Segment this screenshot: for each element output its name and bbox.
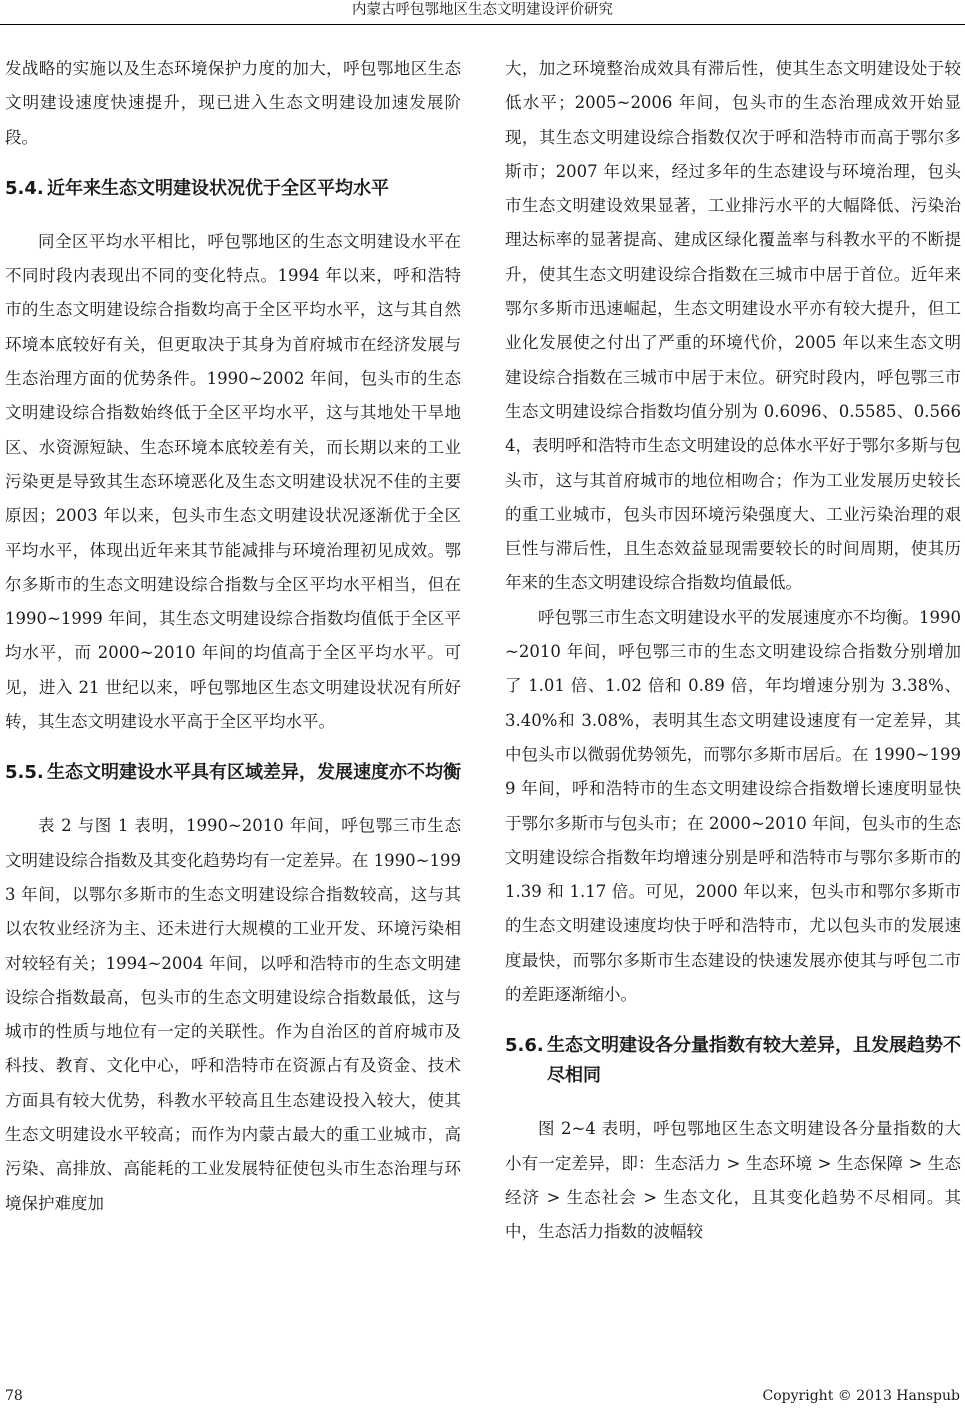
section-title: 生态文明建设各分量指数有较大差异，且发展趋势不尽相同 xyxy=(547,1035,961,1087)
paragraph-continued: 发战略的实施以及生态环境保护力度的加大，呼包鄂地区生态文明建设速度快速提升，现已进入生态文明建设加速发展阶段。 xyxy=(5,59,461,147)
paragraph: 图 2~4 表明，呼包鄂地区生态文明建设各分量指数的大小有一定差异，即：生态活力 > 生态环境 > 生态保障 > 生态经济 > 生态社会 > 生态文化，且其变化趋势不尽相同。其中，生态活力指数的波幅较 xyxy=(505,1119,961,1242)
section-title: 近年来生态文明建设状况优于全区平均水平 xyxy=(47,177,389,199)
paragraph: 呼包鄂三市生态文明建设水平的发展速度亦不均衡。1990~2010 年间，呼包鄂三市的生态文明建设综合指数分别增加了 1.01 倍、1.02 倍和 0.89 倍，年均增速分别为 3.38%、3.40%和 3.08%，表明其生态文明建设速度有一定差异，其中包头市以微弱优势领先，而鄂尔多斯市居后。在 1990~1999 年间，呼和浩特市的生态文明建设综合指数增长速度明显快于鄂尔多斯市与包头市；在 2000~2010 年间，包头市的生态文明建设综合指数年均增速分别是呼和浩特市与鄂尔多斯市的 1.39 和 1.17 倍。可见，2000 年以来，包头市和鄂尔多斯市的生态文明建设速度均快于呼和浩特市，尤以包头市的发展速度最快，而鄂尔多斯市生态建设的快速发展亦使其与呼包二市的差距逐渐缩小。 xyxy=(505,607,961,1005)
paragraph-continued: 大，加之环境整治成效具有滞后性，使其生态文明建设处于较低水平；2005~2006 年间，包头市的生态治理成效开始显现，其生态文明建设综合指数仅次于呼和浩特市而高于鄂尔多斯市；2007 年以来，经过多年的生态建设与环境治理，包头市生态文明建设效果显著，工业排污水平的大幅降低、污染治理达标率的显著提高、建成区绿化覆盖率与科教水平的不断提升，使其生态文明建设综合指数在三城市中居于首位。近年来鄂尔多斯市迅速崛起，生态文明建设水平亦有较大提升，但工业化发展使之付出了严重的环境代价，2005 年以来生态文明建设综合指数在三城市中居于末位。研究时段内，呼包鄂三市生态文明建设综合指数均值分别为 0.6096、0.5585、0.5664，表明呼和浩特市生态文明建设的总体水平好于鄂尔多斯与包头市，这与其首府城市的地位相吻合；作为工业发展历史较长的重工业城市，包头市因环境污染强度大、工业污染治理的艰巨性与滞后性，且生态效益显现需要较长的时间周期，使其历年来的生态文明建设综合指数均值最低。 xyxy=(505,59,961,593)
section-title: 生态文明建设水平具有区域差异，发展速度亦不均衡 xyxy=(47,762,461,784)
left-column xyxy=(5,52,461,1221)
section-number: 5.4. xyxy=(5,177,44,199)
section-heading-5-5 xyxy=(5,758,461,788)
running-header xyxy=(0,0,965,25)
running-title: 内蒙古呼包鄂地区生态文明建设评价研究 xyxy=(352,2,613,18)
copyright-notice: Copyright © 2013 Hanspub xyxy=(762,1388,960,1404)
section-number: 5.6. xyxy=(505,1035,544,1057)
paragraph: 表 2 与图 1 表明，1990~2010 年间，呼包鄂三市生态文明建设综合指数及其变化趋势均有一定差异。在 1990~1993 年间，以鄂尔多斯市的生态文明建设综合指数较高，这与其以农牧业经济为主、还未进行大规模的工业开发、环境污染相对较轻有关；1994~2004 年间，以呼和浩特市的生态文明建设综合指数最高，包头市的生态文明建设综合指数最低，这与城市的性质与地位有一定的关联性。作为自治区的首府城市及科技、教育、文化中心，呼和浩特市在资源占有及资金、技术方面具有较大优势，科教水平较高且生态建设投入较大，使其生态文明建设水平较高；而作为内蒙古最大的重工业城市，高污染、高排放、高能耗的工业发展特征使包头市生态治理与环境保护难度加 xyxy=(5,816,461,1213)
section-number: 5.5. xyxy=(5,762,44,784)
page-number: 78 xyxy=(5,1388,23,1404)
paragraph: 同全区平均水平相比，呼包鄂地区的生态文明建设水平在不同时段内表现出不同的变化特点。1994 年以来，呼和浩特市的生态文明建设综合指数均高于全区平均水平，这与其自然环境本底较好有关，但更取决于其身为首府城市在经济发展与生态治理方面的优势条件。1990~2002 年间，包头市的生态文明建设综合指数始终低于全区平均水平，这与其地处干旱地区、水资源短缺、生态环境本底较差有关，而长期以来的工业污染更是导致其生态环境恶化及生态文明建设状况不佳的主要原因；2003 年以来，包头市生态文明建设状况逐渐优于全区平均水平，体现出近年来其节能减排与环境治理初见成效。鄂尔多斯市的生态文明建设综合指数与全区平均水平相当，但在 1990~1999 年间，其生态文明建设综合指数均值低于全区平均水平，而 2000~2010 年间的均值高于全区平均水平。可见，进入 21 世纪以来，呼包鄂地区生态文明建设状况有所好转，其生态文明建设水平高于全区平均水平。 xyxy=(5,231,461,732)
section-heading-5-6 xyxy=(505,1031,961,1091)
right-column xyxy=(505,52,961,1250)
section-heading-5-4 xyxy=(5,174,461,204)
